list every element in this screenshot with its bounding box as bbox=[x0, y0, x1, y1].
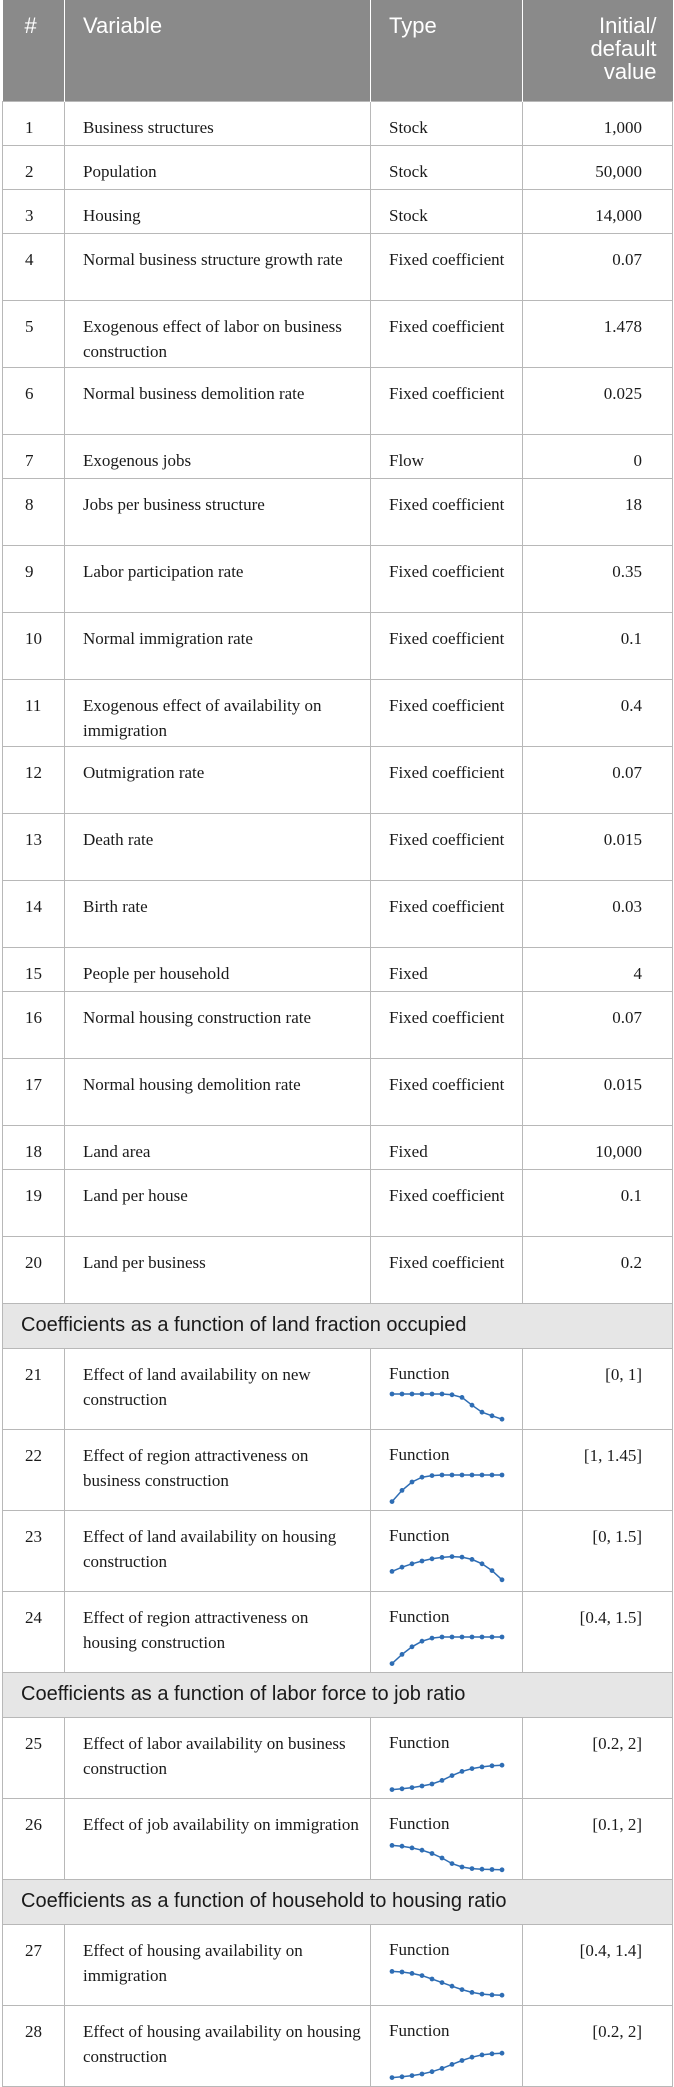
curve-point bbox=[390, 1569, 395, 1574]
variable-name: Effect of region attractiveness on business construction bbox=[65, 1429, 371, 1510]
curve-point bbox=[500, 1762, 505, 1767]
curve-point bbox=[440, 1391, 445, 1396]
curve-point bbox=[450, 1773, 455, 1778]
variable-name: Exogenous effect of availability on immigration bbox=[65, 679, 371, 746]
curve-point bbox=[470, 2054, 475, 2059]
curve-point bbox=[450, 1472, 455, 1477]
curve-point bbox=[490, 1472, 495, 1477]
curve-point bbox=[480, 2052, 485, 2057]
curve-point bbox=[470, 1990, 475, 1995]
curve-point bbox=[470, 1402, 475, 1407]
table-row bbox=[3, 2005, 673, 2086]
curve-point bbox=[450, 1861, 455, 1866]
type-cell bbox=[371, 1510, 523, 1591]
variable-name: Birth rate bbox=[65, 880, 371, 947]
curve-point bbox=[490, 1634, 495, 1639]
default-value: 18 bbox=[523, 478, 673, 545]
table-row bbox=[3, 1125, 673, 1169]
curve-point bbox=[460, 1554, 465, 1559]
type-label: Function bbox=[389, 1606, 450, 1626]
function-curve-sparkline bbox=[389, 1760, 505, 1794]
row-number: 4 bbox=[3, 233, 65, 300]
type-label: Fixed coefficient bbox=[371, 545, 523, 612]
variable-name: Effect of land availability on housing construction bbox=[65, 1510, 371, 1591]
type-label: Fixed coefficient bbox=[371, 746, 523, 813]
row-number: 16 bbox=[3, 991, 65, 1058]
variable-name: Normal business structure growth rate bbox=[65, 233, 371, 300]
table-row bbox=[3, 679, 673, 746]
curve-point bbox=[420, 1391, 425, 1396]
variable-name: Outmigration rate bbox=[65, 746, 371, 813]
row-number: 26 bbox=[3, 1798, 65, 1879]
default-value: 10,000 bbox=[523, 1125, 673, 1169]
table-row bbox=[3, 947, 673, 991]
curve-point bbox=[490, 1992, 495, 1997]
curve-point bbox=[490, 1568, 495, 1573]
curve-point bbox=[410, 1785, 415, 1790]
row-number: 15 bbox=[3, 947, 65, 991]
row-number: 12 bbox=[3, 746, 65, 813]
default-value: [0.2, 2] bbox=[523, 1717, 673, 1798]
section-title: Coefficients as a function of land fraction occupied bbox=[3, 1303, 673, 1348]
curve-point bbox=[470, 1472, 475, 1477]
variable-name: Effect of labor availability on business construction bbox=[65, 1717, 371, 1798]
row-number: 8 bbox=[3, 478, 65, 545]
curve-point bbox=[410, 1561, 415, 1566]
row-number: 2 bbox=[3, 145, 65, 189]
variable-name: Business structures bbox=[65, 101, 371, 145]
curve-point bbox=[390, 1843, 395, 1848]
curve-point bbox=[410, 1391, 415, 1396]
curve-line bbox=[392, 1971, 502, 1995]
row-number: 7 bbox=[3, 434, 65, 478]
curve-point bbox=[460, 2058, 465, 2063]
variable-name: People per household bbox=[65, 947, 371, 991]
type-label: Function bbox=[389, 1813, 450, 1833]
default-value: 4 bbox=[523, 947, 673, 991]
type-cell bbox=[371, 1717, 523, 1798]
table-row bbox=[3, 1717, 673, 1798]
row-number: 1 bbox=[3, 101, 65, 145]
variable-name: Normal housing demolition rate bbox=[65, 1058, 371, 1125]
row-number: 3 bbox=[3, 189, 65, 233]
curve-point bbox=[500, 1416, 505, 1421]
curve-point bbox=[490, 1413, 495, 1418]
curve-point bbox=[400, 1391, 405, 1396]
default-value: 0.07 bbox=[523, 746, 673, 813]
table-row bbox=[3, 545, 673, 612]
curve-point bbox=[430, 1391, 435, 1396]
variable-name: Effect of housing availability on immigration bbox=[65, 1924, 371, 2005]
type-label: Fixed coefficient bbox=[371, 991, 523, 1058]
curve-point bbox=[440, 2066, 445, 2071]
curve-point bbox=[420, 1474, 425, 1479]
table-row bbox=[3, 1236, 673, 1303]
curve-point bbox=[440, 1980, 445, 1985]
curve-point bbox=[480, 1561, 485, 1566]
curve-point bbox=[410, 1845, 415, 1850]
curve-point bbox=[470, 1634, 475, 1639]
curve-point bbox=[450, 2062, 455, 2067]
table-row bbox=[3, 1058, 673, 1125]
type-label: Function bbox=[389, 2020, 450, 2040]
curve-point bbox=[480, 1472, 485, 1477]
default-value: [0.2, 2] bbox=[523, 2005, 673, 2086]
curve-point bbox=[500, 1992, 505, 1997]
type-label: Fixed coefficient bbox=[371, 612, 523, 679]
type-cell bbox=[371, 1591, 523, 1672]
row-number: 20 bbox=[3, 1236, 65, 1303]
default-value: [1, 1.45] bbox=[523, 1429, 673, 1510]
curve-point bbox=[410, 1971, 415, 1976]
variable-name: Normal housing construction rate bbox=[65, 991, 371, 1058]
type-cell bbox=[371, 1429, 523, 1510]
curve-point bbox=[440, 1855, 445, 1860]
table-row bbox=[3, 367, 673, 434]
curve-point bbox=[400, 1786, 405, 1791]
variable-name: Land per business bbox=[65, 1236, 371, 1303]
type-cell bbox=[371, 1348, 523, 1429]
default-value: [0.4, 1.5] bbox=[523, 1591, 673, 1672]
curve-line bbox=[392, 1637, 502, 1664]
table-row bbox=[3, 1924, 673, 2005]
type-label: Fixed coefficient bbox=[371, 367, 523, 434]
curve-point bbox=[430, 1635, 435, 1640]
table-row bbox=[3, 300, 673, 367]
curve-point bbox=[390, 1661, 395, 1666]
table-row bbox=[3, 991, 673, 1058]
section-heading-row bbox=[3, 1879, 673, 1924]
section-heading-row bbox=[3, 1672, 673, 1717]
type-label: Function bbox=[389, 1732, 450, 1752]
variable-name: Land per house bbox=[65, 1169, 371, 1236]
variable-name: Normal immigration rate bbox=[65, 612, 371, 679]
curve-point bbox=[430, 1781, 435, 1786]
table-row bbox=[3, 813, 673, 880]
default-value: 0.35 bbox=[523, 545, 673, 612]
table-row bbox=[3, 1510, 673, 1591]
header-variable: Variable bbox=[65, 0, 371, 101]
default-value: 14,000 bbox=[523, 189, 673, 233]
curve-point bbox=[430, 1976, 435, 1981]
table-body bbox=[3, 101, 673, 2086]
curve-point bbox=[390, 1499, 395, 1504]
default-value: 0.025 bbox=[523, 367, 673, 434]
curve-line bbox=[392, 2053, 502, 2077]
default-value: 0 bbox=[523, 434, 673, 478]
table-header-row bbox=[3, 0, 673, 101]
type-cell bbox=[371, 2005, 523, 2086]
type-label: Fixed coefficient bbox=[371, 1169, 523, 1236]
variable-name: Death rate bbox=[65, 813, 371, 880]
table-row bbox=[3, 233, 673, 300]
section-title: Coefficients as a function of household to housing ratio bbox=[3, 1879, 673, 1924]
type-label: Stock bbox=[371, 101, 523, 145]
table-row bbox=[3, 1429, 673, 1510]
default-value: 0.2 bbox=[523, 1236, 673, 1303]
curve-point bbox=[460, 1472, 465, 1477]
table-row bbox=[3, 612, 673, 679]
curve-point bbox=[460, 1634, 465, 1639]
type-cell bbox=[371, 1798, 523, 1879]
type-cell bbox=[371, 1924, 523, 2005]
curve-line bbox=[392, 1845, 502, 1869]
function-curve-sparkline bbox=[389, 1553, 505, 1587]
variables-table bbox=[2, 0, 673, 2087]
table-row bbox=[3, 1591, 673, 1672]
curve-point bbox=[390, 1391, 395, 1396]
type-label: Fixed coefficient bbox=[371, 880, 523, 947]
default-value: 50,000 bbox=[523, 145, 673, 189]
curve-point bbox=[410, 2073, 415, 2078]
row-number: 10 bbox=[3, 612, 65, 679]
type-label: Stock bbox=[371, 145, 523, 189]
table-row bbox=[3, 189, 673, 233]
type-label: Fixed coefficient bbox=[371, 478, 523, 545]
type-label: Function bbox=[389, 1363, 450, 1383]
row-number: 9 bbox=[3, 545, 65, 612]
type-label: Fixed coefficient bbox=[371, 679, 523, 746]
default-value: 0.07 bbox=[523, 233, 673, 300]
curve-point bbox=[420, 1973, 425, 1978]
curve-point bbox=[500, 1577, 505, 1582]
curve-point bbox=[440, 1778, 445, 1783]
curve-point bbox=[430, 1556, 435, 1561]
curve-point bbox=[450, 1554, 455, 1559]
variable-name: Effect of land availability on new construction bbox=[65, 1348, 371, 1429]
default-value: 0.015 bbox=[523, 1058, 673, 1125]
curve-point bbox=[490, 2051, 495, 2056]
curve-point bbox=[400, 1488, 405, 1493]
curve-point bbox=[430, 1473, 435, 1478]
type-label: Fixed coefficient bbox=[371, 1236, 523, 1303]
table-row bbox=[3, 434, 673, 478]
curve-point bbox=[480, 1866, 485, 1871]
curve-point bbox=[470, 1866, 475, 1871]
curve-point bbox=[440, 1472, 445, 1477]
variable-name: Jobs per business structure bbox=[65, 478, 371, 545]
type-label: Function bbox=[389, 1939, 450, 1959]
curve-point bbox=[470, 1557, 475, 1562]
variable-name: Exogenous jobs bbox=[65, 434, 371, 478]
variable-name: Effect of housing availability on housing construction bbox=[65, 2005, 371, 2086]
variable-name: Normal business demolition rate bbox=[65, 367, 371, 434]
function-curve-sparkline bbox=[389, 1472, 505, 1506]
row-number: 25 bbox=[3, 1717, 65, 1798]
function-curve-sparkline bbox=[389, 1967, 505, 2001]
type-label: Function bbox=[389, 1525, 450, 1545]
function-curve-sparkline bbox=[389, 1391, 505, 1425]
curve-point bbox=[420, 1638, 425, 1643]
row-number: 5 bbox=[3, 300, 65, 367]
curve-point bbox=[500, 1634, 505, 1639]
default-value: [0.4, 1.4] bbox=[523, 1924, 673, 2005]
variable-name: Population bbox=[65, 145, 371, 189]
curve-point bbox=[420, 1783, 425, 1788]
table-row bbox=[3, 478, 673, 545]
curve-point bbox=[470, 1766, 475, 1771]
type-label: Fixed coefficient bbox=[371, 1058, 523, 1125]
section-heading-row bbox=[3, 1303, 673, 1348]
section-title: Coefficients as a function of labor force to job ratio bbox=[3, 1672, 673, 1717]
curve-point bbox=[480, 1409, 485, 1414]
default-value: [0, 1] bbox=[523, 1348, 673, 1429]
table-row bbox=[3, 880, 673, 947]
variable-name: Labor participation rate bbox=[65, 545, 371, 612]
row-number: 21 bbox=[3, 1348, 65, 1429]
default-value: 0.07 bbox=[523, 991, 673, 1058]
variable-name: Land area bbox=[65, 1125, 371, 1169]
default-value: 1,000 bbox=[523, 101, 673, 145]
type-label: Function bbox=[389, 1444, 450, 1464]
curve-point bbox=[440, 1634, 445, 1639]
curve-point bbox=[480, 1991, 485, 1996]
curve-point bbox=[440, 1555, 445, 1560]
curve-point bbox=[500, 2050, 505, 2055]
variable-name: Housing bbox=[65, 189, 371, 233]
table-row bbox=[3, 1169, 673, 1236]
header-number: # bbox=[3, 0, 65, 101]
row-number: 6 bbox=[3, 367, 65, 434]
function-curve-sparkline bbox=[389, 2048, 505, 2082]
curve-point bbox=[460, 1864, 465, 1869]
curve-point bbox=[480, 1764, 485, 1769]
curve-point bbox=[450, 1983, 455, 1988]
default-value: 0.03 bbox=[523, 880, 673, 947]
row-number: 24 bbox=[3, 1591, 65, 1672]
curve-point bbox=[460, 1395, 465, 1400]
curve-point bbox=[500, 1867, 505, 1872]
table-row bbox=[3, 145, 673, 189]
curve-line bbox=[392, 1765, 502, 1789]
curve-point bbox=[490, 1763, 495, 1768]
curve-point bbox=[420, 2071, 425, 2076]
curve-point bbox=[390, 2075, 395, 2080]
row-number: 17 bbox=[3, 1058, 65, 1125]
variable-name: Effect of region attractiveness on housing construction bbox=[65, 1591, 371, 1672]
type-label: Fixed bbox=[371, 947, 523, 991]
curve-point bbox=[450, 1392, 455, 1397]
curve-point bbox=[420, 1847, 425, 1852]
row-number: 19 bbox=[3, 1169, 65, 1236]
row-number: 18 bbox=[3, 1125, 65, 1169]
default-value: 0.4 bbox=[523, 679, 673, 746]
curve-line bbox=[392, 1556, 502, 1579]
row-number: 27 bbox=[3, 1924, 65, 2005]
row-number: 23 bbox=[3, 1510, 65, 1591]
table-row bbox=[3, 101, 673, 145]
curve-point bbox=[460, 1769, 465, 1774]
variable-name: Effect of job availability on immigration bbox=[65, 1798, 371, 1879]
type-label: Fixed coefficient bbox=[371, 233, 523, 300]
curve-point bbox=[460, 1987, 465, 1992]
curve-point bbox=[480, 1634, 485, 1639]
default-value: 0.1 bbox=[523, 1169, 673, 1236]
curve-point bbox=[430, 1851, 435, 1856]
type-label: Fixed bbox=[371, 1125, 523, 1169]
default-value: [0, 1.5] bbox=[523, 1510, 673, 1591]
curve-point bbox=[500, 1472, 505, 1477]
header-type: Type bbox=[371, 0, 523, 101]
curve-point bbox=[400, 1969, 405, 1974]
curve-point bbox=[390, 1787, 395, 1792]
curve-point bbox=[490, 1867, 495, 1872]
default-value: 0.1 bbox=[523, 612, 673, 679]
curve-point bbox=[400, 1564, 405, 1569]
default-value: [0.1, 2] bbox=[523, 1798, 673, 1879]
curve-line bbox=[392, 1394, 502, 1419]
type-label: Flow bbox=[371, 434, 523, 478]
curve-point bbox=[400, 1652, 405, 1657]
type-label: Stock bbox=[371, 189, 523, 233]
function-curve-sparkline bbox=[389, 1634, 505, 1668]
table-row bbox=[3, 1348, 673, 1429]
table-row bbox=[3, 746, 673, 813]
variable-name: Exogenous effect of labor on business construction bbox=[65, 300, 371, 367]
curve-point bbox=[410, 1479, 415, 1484]
curve-point bbox=[430, 2069, 435, 2074]
row-number: 28 bbox=[3, 2005, 65, 2086]
row-number: 14 bbox=[3, 880, 65, 947]
default-value: 1.478 bbox=[523, 300, 673, 367]
type-label: Fixed coefficient bbox=[371, 813, 523, 880]
default-value: 0.015 bbox=[523, 813, 673, 880]
table-row bbox=[3, 1798, 673, 1879]
row-number: 13 bbox=[3, 813, 65, 880]
row-number: 11 bbox=[3, 679, 65, 746]
curve-point bbox=[400, 1843, 405, 1848]
row-number: 22 bbox=[3, 1429, 65, 1510]
function-curve-sparkline bbox=[389, 1841, 505, 1875]
curve-point bbox=[420, 1558, 425, 1563]
type-label: Fixed coefficient bbox=[371, 300, 523, 367]
header-initial-default-value: Initial/ default value bbox=[523, 0, 673, 101]
curve-point bbox=[450, 1634, 455, 1639]
curve-point bbox=[390, 1969, 395, 1974]
curve-line bbox=[392, 1475, 502, 1502]
curve-point bbox=[410, 1644, 415, 1649]
